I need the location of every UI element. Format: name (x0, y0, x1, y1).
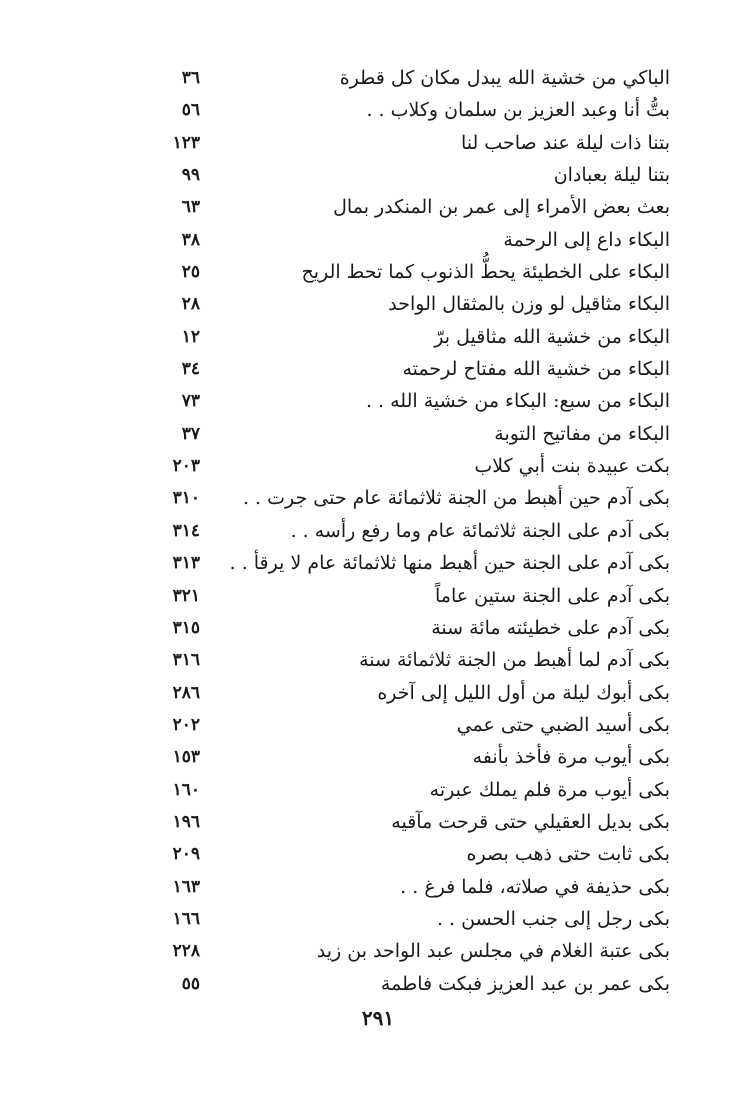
entry-text: بكى عمر بن عبد العزيز فبكت فاطمة (380, 972, 670, 995)
entry-text: بكى بديل العقيلي حتى قرحت مآقيه (391, 810, 670, 833)
entry-text: بكى أيوب مرة فأخذ بأنفه (472, 746, 670, 769)
entry-page-number: ٩٩ (181, 165, 200, 186)
index-entry (150, 288, 670, 320)
index-entry (150, 159, 670, 191)
index-entry (150, 709, 670, 741)
entry-text: بعث بعض الأمراء إلى عمر بن المنكدر بمال (333, 196, 670, 219)
entry-page-number: ٣٨ (181, 229, 200, 250)
index-entry (150, 806, 670, 838)
entry-text: الباكي من خشية الله يبدل مكان كل قطرة (339, 67, 670, 89)
entry-text: بكى آدم حين أهبط من الجنة ثلاثمائة عام حتى جرت . . (242, 487, 670, 510)
index-entry (150, 127, 670, 159)
entry-text: بكى آدم على الجنة ثلاثمائة عام وما رفع رأسه . . (290, 519, 670, 542)
entry-page-number: ٢٠٩ (172, 844, 200, 865)
entry-page-number: ١٢ (181, 326, 200, 347)
index-entry (150, 385, 670, 417)
entry-text: بكى أيوب مرة فلم يملك عبرته (429, 778, 670, 801)
entry-page-number: ٢٨ (181, 294, 200, 315)
entry-text: بكى ثابت حتى ذهب بصره (466, 843, 670, 866)
entry-text: بكى آدم على الجنة ستين عاماً (435, 584, 670, 607)
entry-page-number: ٣٦ (181, 68, 200, 88)
entry-text: بكى أبوك ليلة من أول الليل إلى آخره (377, 681, 670, 704)
entry-page-number: ٥٥ (181, 973, 200, 994)
entry-text: بكت عبيدة بنت أبي كلاب (474, 455, 670, 478)
entry-text: البكاء مثاقيل لو وزن بالمثقال الواحد (388, 293, 670, 316)
entry-page-number: ١٢٣ (172, 132, 200, 153)
index-entry (150, 482, 670, 514)
entry-page-number: ٣٢١ (172, 585, 200, 606)
entry-page-number: ٣١٥ (172, 617, 200, 638)
entry-text: بتنا ذات ليلة عند صاحب لنا (460, 131, 670, 154)
index-entry (150, 774, 670, 806)
page-number-footer: ٢٩١ (361, 1006, 395, 1030)
entry-text: بكى عتبة الغلام في مجلس عبد الواحد بن زيد (316, 940, 670, 963)
index-entry (150, 580, 670, 612)
entry-text: بكى آدم على الجنة حين أهبط منها ثلاثمائة عام لا يرقأ . . (229, 552, 670, 575)
entry-text: البكاء من خشية الله مفتاح لرحمته (402, 358, 670, 381)
entry-page-number: ٣١٦ (172, 650, 200, 671)
entry-page-number: ٢٢٨ (172, 941, 200, 962)
index-entry (150, 515, 670, 547)
entry-page-number: ١٦٠ (172, 779, 200, 800)
index-entry (150, 94, 670, 126)
entry-page-number: ٢٨٦ (172, 682, 200, 703)
entry-text: بتنا ليلة بعبادان (553, 164, 670, 187)
entry-page-number: ١٦٣ (172, 876, 200, 897)
index-entry (150, 935, 670, 967)
entry-text: بكى أسيد الضبي حتى عمي (456, 713, 670, 736)
entry-page-number: ١٥٣ (172, 747, 200, 768)
entry-text: البكاء من خشية الله مثاقيل برّ (434, 325, 670, 348)
index-entry (150, 903, 670, 935)
entry-text: بكى آدم لما أهبط من الجنة ثلاثمائة سنة (359, 649, 670, 672)
entry-text: بكى آدم على خطيئته مائة سنة (431, 616, 670, 639)
entry-page-number: ٣١٣ (172, 553, 200, 574)
entry-page-number: ٣١٠ (172, 488, 200, 509)
entry-text: بكى رجل إلى جنب الحسن . . (436, 907, 670, 930)
index-entry (150, 644, 670, 676)
index-entry (150, 418, 670, 450)
index-entry (150, 62, 670, 94)
index-entry (150, 353, 670, 385)
entry-page-number: ٢٠٣ (172, 456, 200, 477)
entry-text: البكاء داع إلى الرحمة (503, 228, 670, 251)
index-entry (150, 612, 670, 644)
entry-text: بتُّ أنا وعبد العزيز بن سلمان وكلاب . . (366, 99, 670, 122)
entry-page-number: ٣٤ (181, 359, 200, 380)
index-entry (150, 256, 670, 288)
index-entry (150, 871, 670, 903)
entry-text: البكاء من مفاتيح التوبة (494, 422, 670, 445)
entry-page-number: ١٦٦ (172, 908, 200, 929)
entry-page-number: ٢٠٢ (172, 714, 200, 735)
index-entry (150, 838, 670, 870)
index-list (150, 62, 670, 1000)
index-entry (150, 224, 670, 256)
index-entry (150, 450, 670, 482)
entry-page-number: ٥٦ (181, 100, 200, 121)
entry-page-number: ٧٣ (181, 391, 200, 412)
entry-text: البكاء من سبع: البكاء من خشية الله . . (365, 390, 670, 413)
index-entry (150, 191, 670, 223)
index-entry (150, 547, 670, 579)
entry-text: البكاء على الخطيئة يحطُّ الذنوب كما تحط الريح (301, 261, 670, 284)
entry-text: بكى حذيفة في صلاته، فلما فرغ . . (400, 875, 670, 898)
entry-page-number: ١٩٦ (172, 811, 200, 832)
entry-page-number: ٣٧ (181, 423, 200, 444)
index-entry (150, 741, 670, 773)
entry-page-number: ٣١٤ (172, 520, 200, 541)
index-entry (150, 677, 670, 709)
index-entry (150, 968, 670, 1000)
index-entry (150, 321, 670, 353)
entry-page-number: ٦٣ (181, 197, 200, 218)
entry-page-number: ٢٥ (181, 262, 200, 283)
